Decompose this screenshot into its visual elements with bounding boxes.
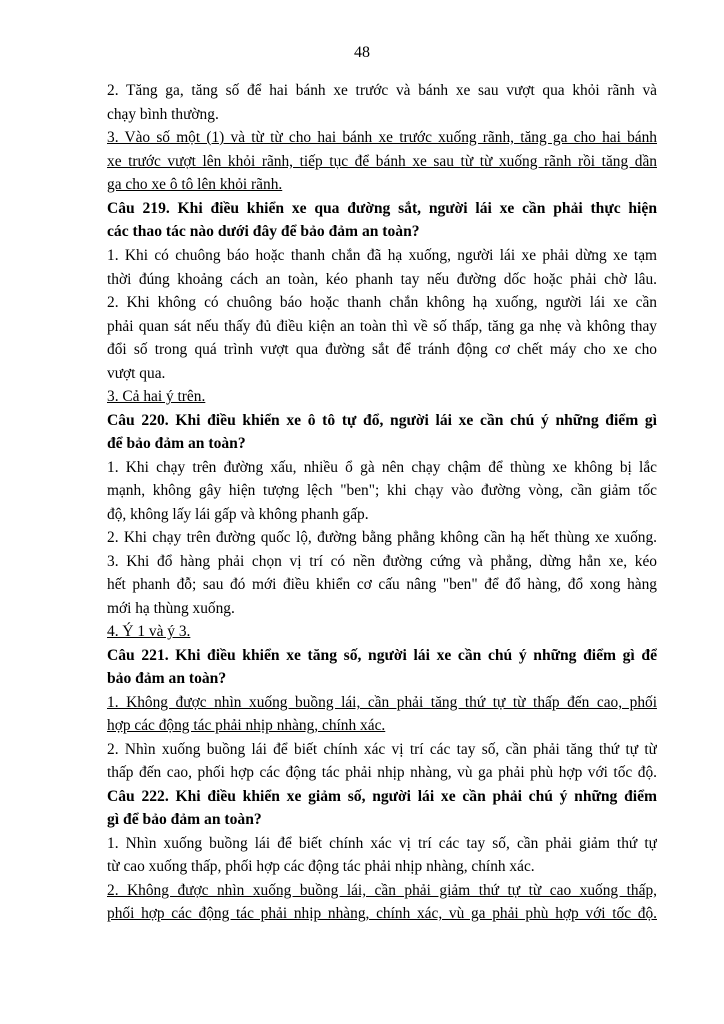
answer-line: đổi số trong quá trình vượt qua đường sắt để tránh động cơ chết máy cho xe cho [107,341,657,358]
answer-line: 1. Khi có chuông báo hoặc thanh chắn đã hạ xuống, người lái xe phải dừng xe tạm [107,247,657,264]
question-heading: Câu 222. Khi điều khiển xe giảm số, người lái xe cần phải chú ý những điểm [107,788,657,805]
answer-line: phải quan sát nếu thấy đủ điều kiện an toàn thì về số thấp, tăng ga nhẹ và không thay [107,318,657,335]
question-heading: bảo đảm an toàn? [107,670,227,687]
answer-line: 1. Nhìn xuống buồng lái để biết chính xác vị trí các tay số, cần phải giảm thứ tự [107,835,657,852]
question-heading: các thao tác nào dưới đây để bảo đảm an toàn? [107,223,420,240]
question-heading: gì để bảo đảm an toàn? [107,811,262,828]
answer-line: mạnh, không gây hiện tượng lệch "ben"; khi chạy vào đường vòng, cần giảm tốc [107,482,657,499]
answer-line: 2. Nhìn xuống buồng lái để biết chính xác vị trí các tay số, cần phải tăng thứ tự từ [107,741,657,758]
question-heading: Câu 219. Khi điều khiển xe qua đường sắt, người lái xe cần phải thực hiện [107,200,657,217]
correct-answer-line: 2. Không được nhìn xuống buồng lái, cần phải giảm thứ tự từ cao xuống thấp, [107,882,657,899]
answer-line: 3. Khi đổ hàng phải chọn vị trí có nền đường cứng và phẳng, dừng hẳn xe, kéo [107,553,657,570]
answer-line: thấp đến cao, phối hợp các động tác phải nhịp nhàng, vù ga phải phù hợp với tốc độ. [107,764,657,781]
answer-line: mới hạ thùng xuống. [107,600,235,617]
answer-line: thời đúng khoảng cách an toàn, kéo phanh tay nếu đường dốc hoặc phải chờ lâu. [107,271,657,288]
question-heading: Câu 221. Khi điều khiển xe tăng số, người lái xe cần chú ý những điểm gì để [107,647,657,664]
answer-line: độ, không lấy lái gấp và không phanh gấp. [107,506,369,523]
answer-line: 2. Khi chạy trên đường quốc lộ, đường bằng phẳng không cần hạ hết thùng xe xuống. [107,529,657,546]
correct-answer-line: 3. Cả hai ý trên. [107,388,206,405]
answer-line: 2. Tăng ga, tăng số để hai bánh xe trước và bánh xe sau vượt qua khỏi rãnh và [107,82,657,99]
question-heading: để bảo đảm an toàn? [107,435,246,452]
answer-line: 1. Khi chạy trên đường xấu, nhiều ổ gà nên chạy chậm để thùng xe không bị lắc [107,459,657,476]
answer-line: từ cao xuống thấp, phối hợp các động tác phải nhịp nhàng, chính xác. [107,858,535,875]
correct-answer-line: 3. Vào số một (1) và từ từ cho hai bánh xe trước xuống rãnh, tăng ga cho hai bánh [107,129,657,146]
page-number: 48 [354,44,370,61]
answer-line: vượt qua. [107,365,166,382]
correct-answer-line: ga cho xe ô tô lên khỏi rãnh. [107,176,283,193]
correct-answer-line: phối hợp các động tác phải nhịp nhàng, chính xác, vù ga phải phù hợp với tốc độ. [107,905,657,922]
correct-answer-line: 1. Không được nhìn xuống buồng lái, cần phải tăng thứ tự từ thấp đến cao, phối [107,694,657,711]
answer-line: 2. Khi không có chuông báo hoặc thanh chắn không hạ xuống, người lái xe cần [107,294,657,311]
correct-answer-line: 4. Ý 1 và ý 3. [107,623,191,640]
question-heading: Câu 220. Khi điều khiển xe ô tô tự đổ, người lái xe cần chú ý những điểm gì [107,412,657,429]
answer-line: chạy bình thường. [107,106,219,123]
correct-answer-line: hợp các động tác phải nhịp nhàng, chính xác. [107,717,386,734]
answer-line: hết phanh đỗ; sau đó mới điều khiển cơ cấu nâng "ben" để đổ hàng, đổ xong hàng [107,576,657,593]
correct-answer-line: xe trước vượt lên khỏi rãnh, tiếp tục để bánh xe sau từ từ xuống rãnh rồi tăng dần [107,153,657,170]
